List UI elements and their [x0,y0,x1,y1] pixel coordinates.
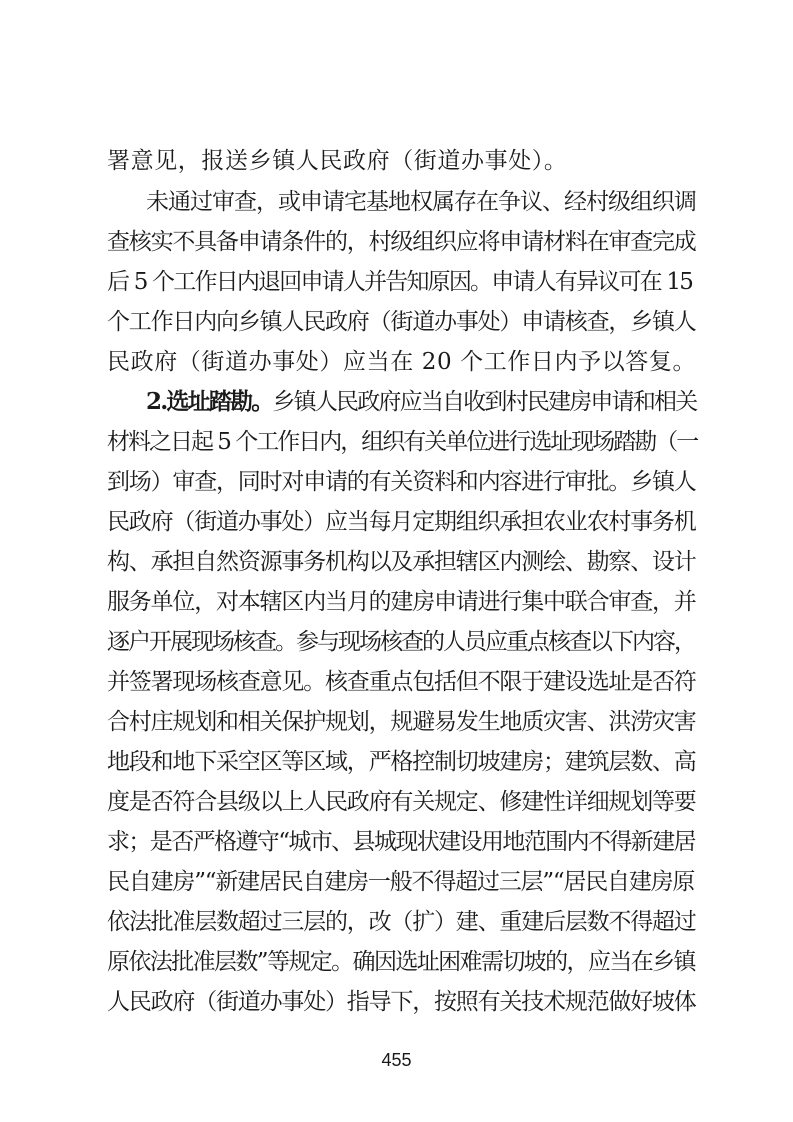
text-line: 署意见，报送乡镇人民政府（街道办事处）。 [107,148,568,174]
text-line: 个工作日内向乡镇人民政府（街道办事处）申请核查，乡镇人 [107,309,696,335]
page-number: 455 [381,1050,412,1070]
text-line: 逐户开展现场核查。参与现场核查的人员应重点核查以下内容， [107,629,695,655]
text-line: 到场）审查，同时对申请的有关资料和内容进行审批。乡镇人 [107,469,696,495]
section-line [146,387,697,417]
section-text: 乡镇人民政府应当自收到村民建房申请和相关 [272,389,697,415]
text-line: 后 5 个工作日内退回申请人并告知原因。申请人有异议可在 15 [107,269,693,295]
text-line: 服务单位，对本辖区内当月的建房申请进行集中联合审查，并 [107,589,696,615]
text-line: 未通过审查，或申请宅基地权属存在争议、经村级组织调 [146,189,696,215]
text-line: 材料之日起 5 个工作日内，组织有关单位进行选址现场踏勘（一 [107,429,698,455]
text-line: 构、承担自然资源事务机构以及承担辖区内测绘、勘察、设计 [107,549,696,575]
text-line: 查核实不具备申请条件的，村级组织应将申请材料在审查完成 [107,229,696,255]
text-line: 民政府（街道办事处）应当在 20 个工作日内予以答复。 [107,349,697,375]
text-line: 原依法批准层数”等规定。确因选址困难需切坡的，应当在乡镇 [107,949,695,975]
text-line: 人民政府（街道办事处）指导下，按照有关技术规范做好坡体 [107,989,696,1015]
text-line: 民自建房”“新建居民自建房一般不得超过三层”“居民自建房原 [107,869,695,895]
text-line: 并签署现场核查意见。核查重点包括但不限于建设选址是否符 [107,669,696,695]
text-line: 合村庄规划和相关保护规划，规避易发生地质灾害、洪涝灾害 [107,709,696,735]
text-line: 度是否符合县级以上人民政府有关规定、修建性详细规划等要 [107,789,696,815]
text-line: 民政府（街道办事处）应当每月定期组织承担农业农村事务机 [107,509,696,535]
text-line: 地段和地下采空区等区域，严格控制切坡建房；建筑层数、高 [107,749,696,775]
text-line: 依法批准层数超过三层的，改（扩）建、重建后层数不得超过 [107,909,696,935]
text-line: 求；是否严格遵守“城市、县城现状建设用地范围内不得新建居 [107,829,695,855]
section-heading: 2.选址踏勘。 [146,388,273,415]
